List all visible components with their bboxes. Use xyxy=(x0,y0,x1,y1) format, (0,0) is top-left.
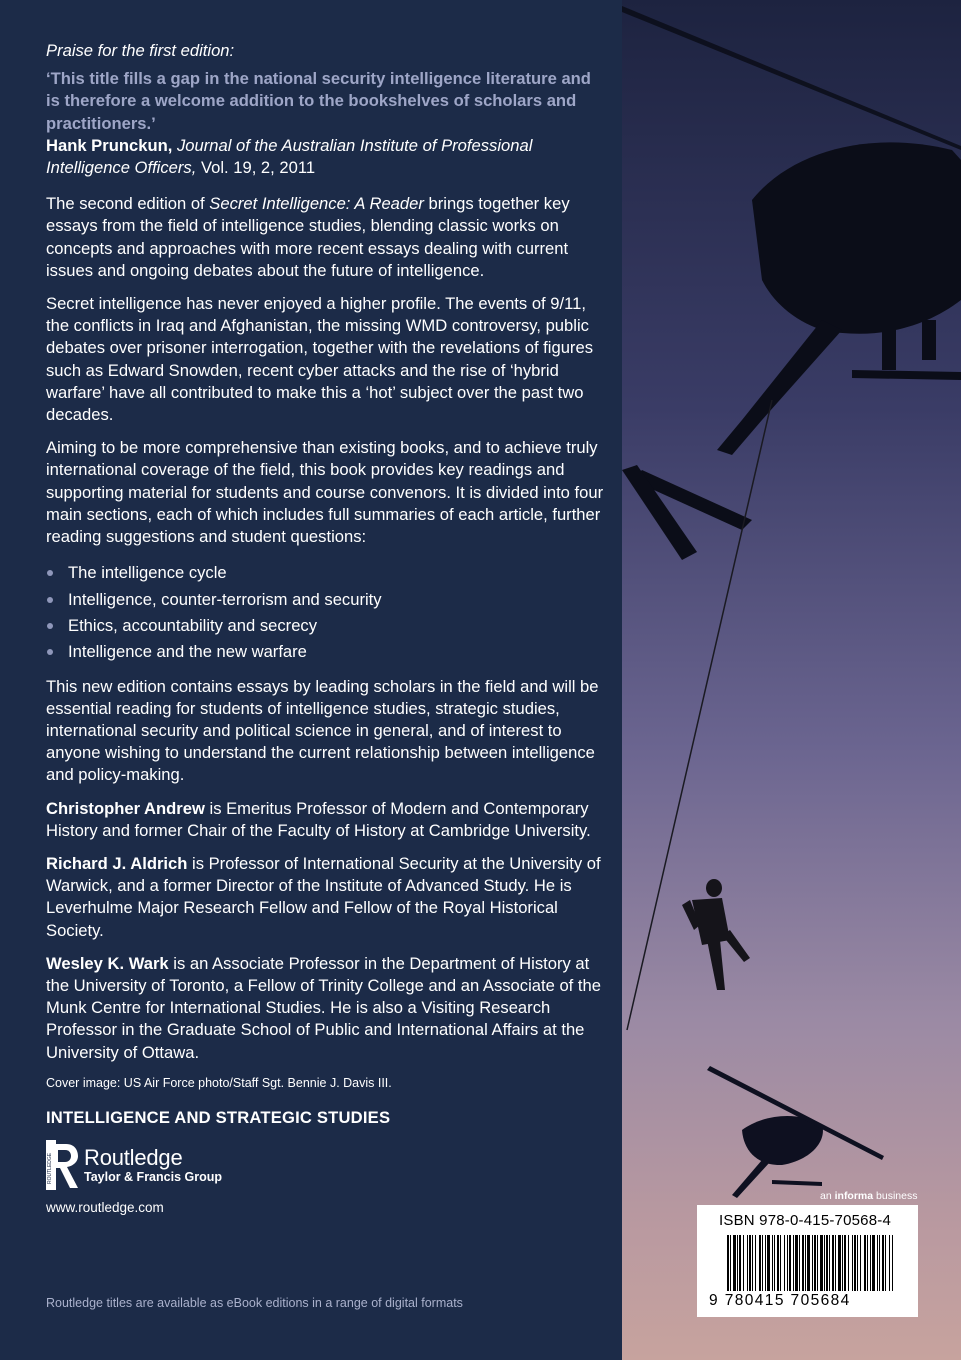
barcode-bar xyxy=(802,1235,804,1291)
cover-credit: Cover image: US Air Force photo/Staff Sgt. Bennie J. Davis III. xyxy=(46,1075,392,1090)
bullet-icon xyxy=(47,570,53,576)
list-item: The intelligence cycle xyxy=(46,562,606,584)
intro-paragraph: The second edition of Secret Intelligence: A Reader brings together key essays from the field of intelligence studies, blending classic works on concepts and approaches with more recent essays dealing with current issues and ongoing debates about the future of intelligence. xyxy=(46,194,570,280)
barcode-bar xyxy=(838,1235,841,1291)
barcode-bar xyxy=(799,1235,800,1291)
barcode-bar xyxy=(820,1235,823,1291)
publisher-logo xyxy=(46,1139,606,1191)
barcode-bar xyxy=(824,1235,825,1291)
barcode-bar xyxy=(767,1235,770,1291)
sections-list xyxy=(46,562,606,663)
edition-paragraph: This new edition contains essays by leading scholars in the field and will be essential reading for students of intelligence studies, strategic studies, international security and political science in general, and of interest to anyone wishing to understand the current relationship between intelligence and policy-making. xyxy=(46,676,599,785)
helicopter-illustration xyxy=(622,0,961,1360)
praise-citation: Vol. 19, 2, 2011 xyxy=(200,158,316,178)
barcode-bar xyxy=(835,1235,836,1291)
svg-text:ROUTLEDGE: ROUTLEDGE xyxy=(47,1152,53,1185)
barcode-bar xyxy=(854,1235,856,1291)
barcode-bar xyxy=(752,1235,753,1291)
barcode-bar xyxy=(832,1235,834,1291)
cover-photo xyxy=(622,0,961,1360)
list-item: Intelligence, counter-terrorism and security xyxy=(46,589,606,611)
barcode-bar xyxy=(805,1235,806,1291)
book-title: Secret Intelligence: A Reader xyxy=(209,194,424,214)
barcode-bar xyxy=(857,1235,858,1291)
barcode-bar xyxy=(812,1235,813,1291)
barcode-bar xyxy=(789,1235,791,1291)
barcode-bar xyxy=(765,1235,766,1291)
publisher-url[interactable]: www.routledge.com xyxy=(46,1200,164,1216)
author-bio-andrew: Christopher Andrew is Emeritus Professor of Modern and Contemporary History and former Chair of the Faculty of History at Cambridge University. xyxy=(46,798,591,840)
barcode-bar xyxy=(860,1235,861,1291)
ebook-note: Routledge titles are available as eBook editions in a range of digital formats xyxy=(46,1296,463,1310)
barcode-bar xyxy=(892,1235,893,1291)
back-cover-text xyxy=(46,40,606,1219)
publisher-name: Routledge xyxy=(84,1144,183,1170)
series-title: INTELLIGENCE AND STRATEGIC STUDIES xyxy=(46,1107,391,1127)
praise-heading: Praise for the first edition: xyxy=(46,41,235,60)
barcode-bar xyxy=(777,1235,779,1291)
barcode-bar xyxy=(784,1235,785,1291)
list-item: Intelligence and the new warfare xyxy=(46,641,606,663)
author-bio-wark: Wesley K. Wark is an Associate Professor in the Department of History at the University of Toronto, a Fellow of Trinity College and an Associate of the Munk Centre for International Studies. He is also a Visiting Research Professor in the Graduate School of Public and International Affairs at the University of Ottawa. xyxy=(46,953,601,1062)
barcode-bar xyxy=(730,1235,731,1291)
barcode-bar xyxy=(882,1235,884,1291)
barcode-bar xyxy=(852,1235,853,1291)
isbn-label: ISBN 978-0-415-70568-4 xyxy=(719,1212,892,1229)
barcode-bar xyxy=(759,1235,761,1291)
barcode-bar xyxy=(879,1235,880,1291)
barcode-bar xyxy=(814,1235,816,1291)
barcode-bar xyxy=(727,1235,729,1291)
barcode-bar xyxy=(762,1235,763,1291)
praise-source: Journal of the Australian Institute of Professional Intelligence Officers, xyxy=(46,135,533,178)
barcode-bar xyxy=(848,1235,849,1291)
barcode-bar xyxy=(870,1235,871,1291)
profile-paragraph: Secret intelligence has never enjoyed a higher profile. The events of 9/11, the conflicts in Iraq and Afghanistan, the missing WMD controversy, public debates over prisoner interrogation, together with the revelations of figures such as Edward Snowden, recent cyber attacks and the rise of ‘hybrid warfare’ have all contributed to make this a ‘hot’ subject over the past two decades. xyxy=(46,294,593,425)
barcode-bar xyxy=(829,1235,830,1291)
barcode-bar xyxy=(807,1235,810,1291)
barcode-bar xyxy=(772,1235,773,1291)
barcode-bar xyxy=(826,1235,828,1291)
barcode-bar xyxy=(872,1235,875,1291)
barcode-bar xyxy=(737,1235,738,1291)
barcode-bar xyxy=(739,1235,741,1291)
isbn-digits: 9 780415 705684 xyxy=(709,1292,851,1309)
praise-quote: ‘This title fills a gap in the national security intelligence literature and is therefore a welcome addition to the bookshelves of scholars and practitioners.’ xyxy=(46,69,591,133)
routledge-r-icon xyxy=(46,1140,80,1190)
barcode-bar xyxy=(780,1235,781,1291)
informa-tagline: an informa business xyxy=(820,1190,918,1202)
barcode-bar xyxy=(747,1235,748,1291)
barcode-bar xyxy=(743,1235,744,1291)
barcode-bar xyxy=(795,1235,798,1291)
coverage-paragraph: Aiming to be more comprehensive than existing books, and to achieve truly international coverage of the field, this book provides key readings and supporting material for students and course convenors. It is divided into four main sections, each of which includes full summaries of each article, further reading suggestions and student questions: xyxy=(46,438,604,547)
publisher-group: Taylor & Francis Group xyxy=(84,1169,222,1184)
barcode-bar xyxy=(877,1235,878,1291)
barcode-bar xyxy=(774,1235,775,1291)
barcode-bar xyxy=(864,1235,866,1291)
barcode-bar xyxy=(793,1235,794,1291)
praise-author: Hank Prunckun, xyxy=(46,135,173,155)
bullet-icon xyxy=(47,597,53,603)
barcode-bar xyxy=(817,1235,818,1291)
barcode-bar xyxy=(733,1235,736,1291)
bullet-icon xyxy=(47,649,53,655)
list-item: Ethics, accountability and secrecy xyxy=(46,615,606,637)
barcode-bar xyxy=(867,1235,868,1291)
bullet-icon xyxy=(47,623,53,629)
barcode-bar xyxy=(889,1235,890,1291)
praise-attribution xyxy=(46,135,606,179)
barcode-bar xyxy=(755,1235,756,1291)
barcode-bar xyxy=(885,1235,886,1291)
isbn-barcode-box xyxy=(697,1205,918,1317)
barcode-bar xyxy=(842,1235,843,1291)
barcode-bar xyxy=(787,1235,788,1291)
barcode-bar xyxy=(749,1235,751,1291)
barcode xyxy=(727,1235,893,1291)
barcode-bar xyxy=(844,1235,846,1291)
author-bio-aldrich: Richard J. Aldrich is Professor of International Security at the University of Warwick, and a former Director of the Institute of Advanced Study. He is Leverhulme Major Research Fellow and Fellow of the Royal Historical Society. xyxy=(46,854,601,940)
